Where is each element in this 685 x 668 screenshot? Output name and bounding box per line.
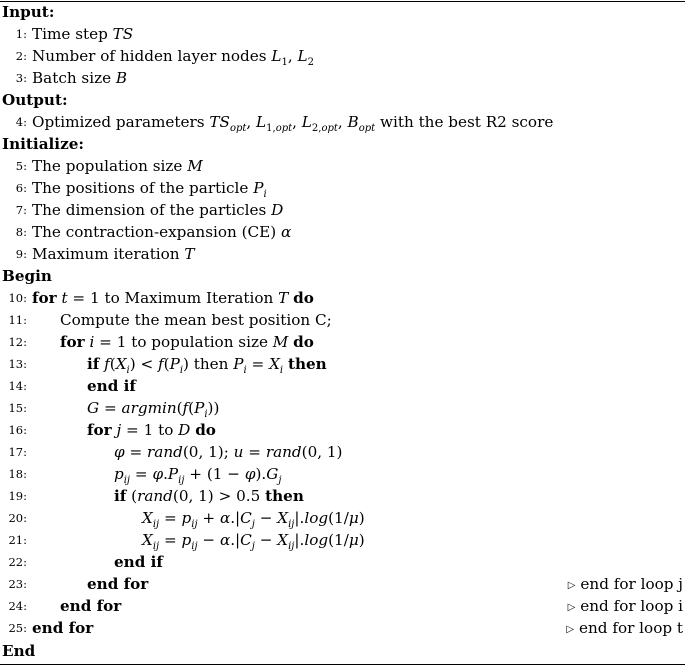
- algo-line-14: [0, 375, 685, 397]
- line-text: Optimized parameters $TS_{opt}$, $L_{1,opt}$, $L_{2,opt}$, $B_{opt}$ with the best R2 score: [32, 113, 554, 134]
- line-text: Number of hidden layer nodes $L_1$, $L_2$: [32, 47, 314, 68]
- line-text: Time step TS: [32, 25, 134, 43]
- line-text: end for: [60, 597, 122, 615]
- algo-line-5: [0, 155, 685, 177]
- algo-line-24: [0, 595, 685, 617]
- algo-line-6: [0, 177, 685, 199]
- line-text: for i = 1 to population size M do: [60, 333, 314, 351]
- initialize-header: Initialize:: [2, 135, 84, 153]
- line-text: end if: [114, 553, 163, 571]
- algo-line-10: [0, 287, 685, 309]
- algo-line-25: [0, 617, 685, 639]
- line-text: $G = argmin(f(P_i))$: [87, 399, 220, 420]
- line-number: 22:: [8, 555, 27, 569]
- line-text: The contraction-expansion (CE) α: [32, 223, 292, 241]
- line-text: Compute the mean best position C;: [60, 311, 332, 329]
- begin-header-line: [0, 265, 685, 287]
- output-header-line: [0, 89, 685, 111]
- algo-line-18: [0, 463, 685, 485]
- line-number: 14:: [8, 379, 27, 393]
- algo-line-3: [0, 67, 685, 89]
- algo-line-4: [0, 111, 685, 133]
- line-text: The population size M: [32, 157, 203, 175]
- line-number: 25:: [8, 621, 27, 635]
- algo-line-16: [0, 419, 685, 441]
- line-text: for j = 1 to D do: [87, 421, 216, 439]
- line-number: 7:: [15, 203, 27, 217]
- algo-line-22: [0, 551, 685, 573]
- line-number: 1:: [15, 27, 27, 41]
- end-header-line: [0, 640, 685, 662]
- output-header: Output:: [2, 91, 68, 109]
- line-number: 8:: [15, 225, 27, 239]
- line-number: 5:: [15, 159, 27, 173]
- line-number: 10:: [8, 291, 27, 305]
- input-header-line: [0, 1, 685, 23]
- begin-header: Begin: [2, 267, 52, 285]
- line-number: 6:: [15, 181, 27, 195]
- loop-comment: [566, 617, 683, 642]
- line-text: end for: [87, 575, 149, 593]
- line-text: for t = 1 to Maximum Iteration T do: [32, 289, 314, 307]
- algo-line-7: [0, 199, 685, 221]
- line-number: 12:: [8, 335, 27, 349]
- line-number: 13:: [8, 357, 27, 371]
- algo-line-19: [0, 485, 685, 507]
- algo-line-1: [0, 23, 685, 45]
- algo-line-11: [0, 309, 685, 331]
- line-text: end if: [87, 377, 136, 395]
- line-text: $X_{ij} = p_{ij} + \alpha.|C_j - X_{ij}|.\log(1/\mu)$: [142, 509, 365, 530]
- line-number: 17:: [8, 445, 27, 459]
- line-text: $p_{ij} = \varphi.P_{ij} + (1 - \varphi).G_j$: [114, 465, 282, 486]
- line-number: 3:: [15, 71, 27, 85]
- line-text: end for: [32, 619, 94, 637]
- line-number: 20:: [8, 511, 27, 525]
- initialize-header-line: [0, 133, 685, 155]
- algo-line-12: [0, 331, 685, 353]
- line-text: $X_{ij} = p_{ij} - \alpha.|C_j - X_{ij}|.\log(1/\mu)$: [142, 531, 365, 552]
- triangle-right-icon: ▷: [567, 602, 576, 613]
- comment-text: end for loop j: [580, 575, 683, 593]
- algo-line-8: [0, 221, 685, 243]
- line-number: 24:: [8, 599, 27, 613]
- line-number: 15:: [8, 401, 27, 415]
- line-text: if (rand(0, 1) > 0.5 then: [114, 487, 304, 505]
- end-header: End: [2, 642, 36, 660]
- line-number: 23:: [8, 577, 27, 591]
- comment-text: end for loop t: [579, 619, 683, 637]
- line-number: 2:: [15, 49, 27, 63]
- triangle-right-icon: ▷: [567, 580, 576, 591]
- line-number: 4:: [15, 115, 27, 129]
- triangle-right-icon: ▷: [566, 624, 575, 635]
- algo-line-15: [0, 397, 685, 419]
- line-text: The dimension of the particles D: [32, 201, 284, 219]
- algo-line-2: [0, 45, 685, 67]
- algo-line-9: [0, 243, 685, 265]
- algo-line-20: [0, 507, 685, 529]
- line-number: 11:: [8, 313, 27, 327]
- bottom-rule: [0, 664, 685, 665]
- line-text: Batch size B: [32, 69, 128, 87]
- line-number: 19:: [8, 489, 27, 503]
- line-text: The positions of the particle $P_i$: [32, 179, 267, 200]
- algo-line-17: [0, 441, 685, 463]
- line-number: 16:: [8, 423, 27, 437]
- line-text: Maximum iteration T: [32, 245, 195, 263]
- line-number: 9:: [15, 247, 27, 261]
- comment-text: end for loop i: [580, 597, 683, 615]
- algo-line-13: [0, 353, 685, 375]
- algo-line-23: [0, 573, 685, 595]
- algo-line-21: [0, 529, 685, 551]
- input-header: Input:: [2, 3, 55, 21]
- line-text: φ = rand(0, 1); u = rand(0, 1): [114, 443, 343, 461]
- line-number: 18:: [8, 467, 27, 481]
- line-text: if $f(X_i) < f(P_i)$ then $P_i = X_i$ then: [87, 355, 327, 376]
- line-number: 21:: [8, 533, 27, 547]
